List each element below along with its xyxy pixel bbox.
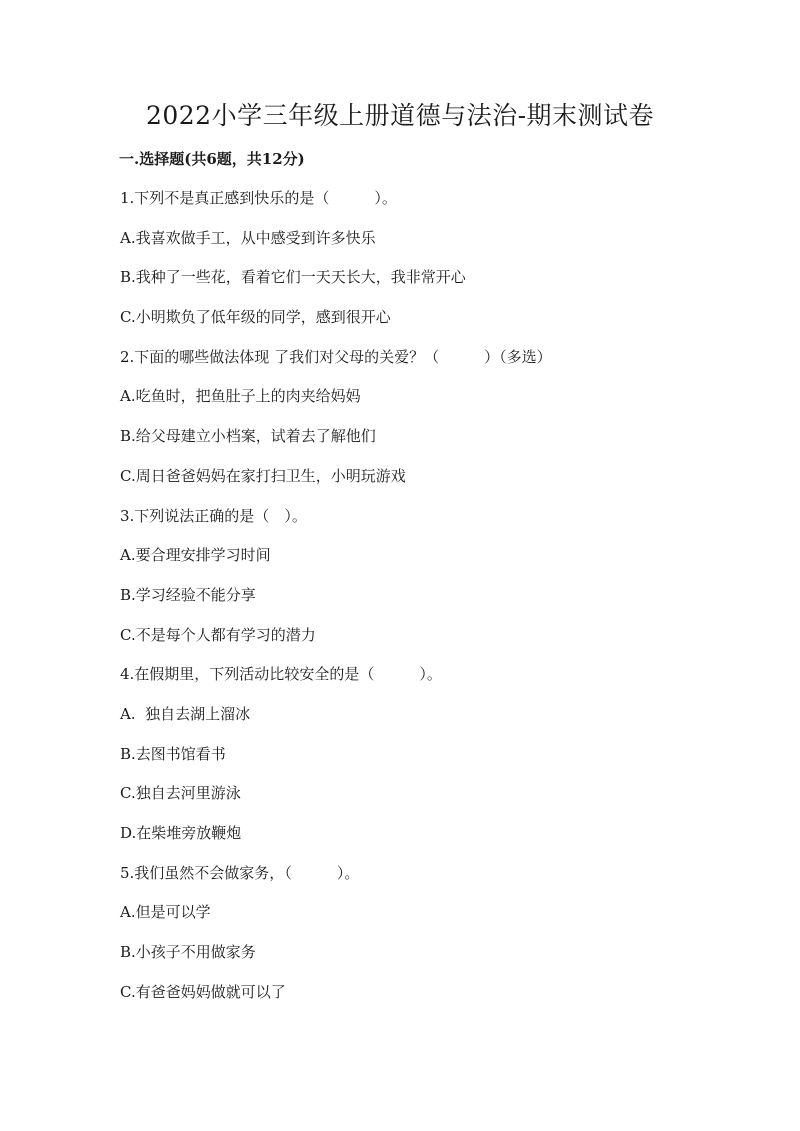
question-2-option-a: A.吃鱼时，把鱼肚子上的肉夹给妈妈	[120, 387, 361, 406]
question-5-option-c: C.有爸爸妈妈做就可以了	[120, 982, 286, 1001]
question-4-option-c: C.独自去河里游泳	[120, 784, 241, 803]
question-4-stem: 4.在假期里，下列活动比较安全的是（ ）。	[120, 665, 442, 684]
question-1-stem: 1.下列不是真正感到快乐的是（ ）。	[120, 189, 397, 207]
question-1-option-b: B.我种了一些花，看着它们一天天长大，我非常开心	[120, 268, 466, 287]
question-3-stem: 3.下列说法正确的是（ ）。	[120, 506, 307, 525]
question-1-option-c: C.小明欺负了低年级的同学，感到很开心	[120, 308, 391, 327]
question-list	[120, 188, 720, 1021]
question-2-option-b: B.给父母建立小档案，试着去了解他们	[120, 427, 376, 446]
question-3-option-b: B.学习经验不能分享	[120, 585, 256, 604]
question-4-option-b: B.去图书馆看书	[120, 744, 226, 763]
question-1-option-a: A.我喜欢做手工，从中感受到许多快乐	[120, 228, 376, 247]
page-title: 2022小学三年级上册道德与法治-期末测试卷	[145, 101, 655, 130]
question-5-option-a: A.但是可以学	[120, 903, 211, 922]
question-5-option-b: B.小孩子不用做家务	[120, 943, 256, 962]
question-2-option-c: C.周日爸爸妈妈在家打扫卫生，小明玩游戏	[120, 466, 406, 485]
question-4-option-a: A. 独自去湖上溜冰	[120, 704, 251, 723]
question-2-stem: 2.下面的哪些做法体现 了我们对父母的关爱？（ ）（多选）	[120, 347, 552, 366]
question-4-option-d: D.在柴堆旁放鞭炮	[120, 824, 242, 842]
question-5-stem: 5.我们虽然不会做家务，（ ）。	[120, 863, 360, 882]
question-3-option-c: C.不是每个人都有学习的潜力	[120, 625, 316, 644]
question-3-option-a: A.要合理安排学习时间	[120, 546, 271, 565]
section-heading: 一.选择题(共6题，共12分)	[119, 150, 305, 168]
